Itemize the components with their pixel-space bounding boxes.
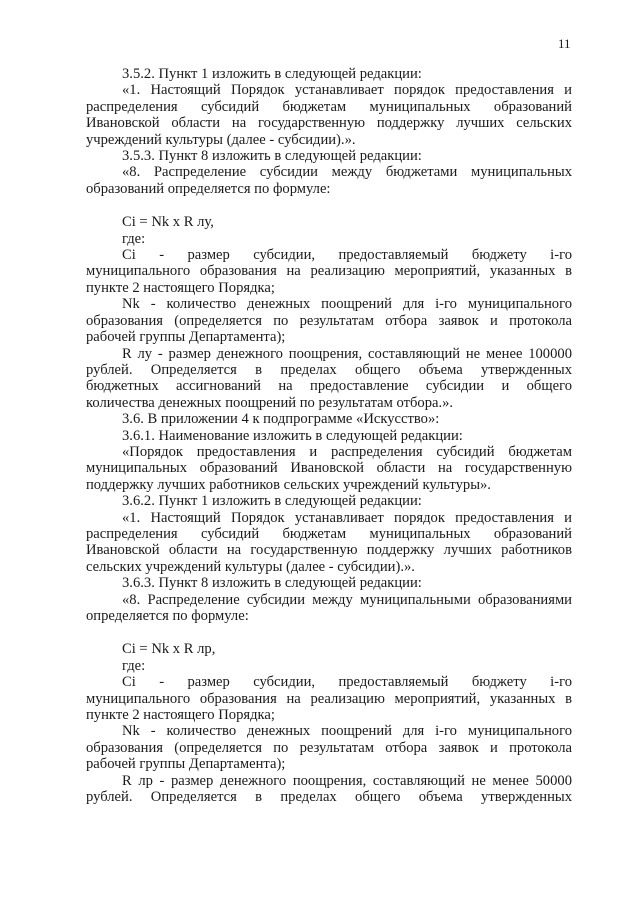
text-line: поддержку лучших работников сельских учреждений культуры». (86, 476, 491, 493)
text-line: 3.5.3. Пункт 8 изложить в следующей редакции: (122, 148, 422, 165)
text-line: где: (122, 657, 146, 674)
text-line: рабочей группы Департамента); (86, 329, 286, 346)
text-line: распределения субсидий бюджетам муниципальных образований (86, 525, 572, 542)
text-line: муниципального образования на реализацию мероприятий, указанных в (86, 690, 572, 707)
text-line: муниципального образования на реализацию мероприятий, указанных в (86, 263, 572, 280)
text-line: Nk - количество денежных поощрений для i-го муниципального (122, 723, 572, 740)
text-line: Nk - количество денежных поощрений для i-го муниципального (122, 296, 572, 313)
text-line: учреждений культуры (далее - субсидии).». (86, 131, 356, 148)
text-line: «1. Настоящий Порядок устанавливает порядок предоставления и (122, 82, 572, 99)
document-body (86, 66, 572, 805)
page-number: 11 (558, 36, 571, 51)
text-line: рублей. Определяется в пределах общего объема утвержденных (86, 361, 572, 378)
text-line: количества денежных поощрений по результатам отбора.». (86, 394, 454, 411)
text-line: «8. Распределение субсидии между бюджетами муниципальных (122, 164, 572, 181)
text-line: пункте 2 настоящего Порядка; (86, 279, 275, 296)
text-line: Ивановской области на государственную поддержку лучших сельских (86, 115, 572, 132)
text-line: где: (122, 230, 146, 247)
text-line: образования (определяется по результатам отбора заявок и протокола (86, 312, 572, 329)
text-line: 3.6.2. Пункт 1 изложить в следующей редакции: (122, 493, 422, 510)
text-line: Ci - размер субсидии, предоставляемый бюджету i-го (122, 247, 572, 264)
text-line: 3.5.2. Пункт 1 изложить в следующей редакции: (122, 66, 422, 82)
text-line: R лр - размер денежного поощрения, составляющий не менее 50000 (122, 772, 572, 789)
text-line: распределения субсидий бюджетам муниципальных образований (86, 98, 572, 115)
text-line: Ci = Nk x R лу, (122, 214, 214, 231)
text-line: пункте 2 настоящего Порядка; (86, 707, 275, 724)
text-line: бюджетных ассигнований на предоставление субсидии и общего (86, 378, 572, 395)
text-line: образования (определяется по результатам отбора заявок и протокола (86, 739, 572, 756)
text-line: «Порядок предоставления и распределения субсидий бюджетам (122, 443, 572, 460)
blank-line (86, 624, 572, 641)
text-line: образований определяется по формуле: (86, 180, 331, 197)
text-line: определяется по формуле: (86, 608, 249, 624)
text-line: 3.6.1. Наименование изложить в следующей редакции: (122, 427, 463, 444)
blank-line (86, 197, 572, 214)
text-line: сельских учреждений культуры (далее - субсидии).». (86, 558, 415, 575)
text-line: Ci - размер субсидии, предоставляемый бюджету i-го (122, 674, 572, 691)
text-line: R лу - размер денежного поощрения, составляющий не менее 100000 (122, 345, 572, 362)
text-line: Ci = Nk x R лр, (122, 641, 216, 658)
text-line: рублей. Определяется в пределах общего объема утвержденных (86, 789, 572, 806)
text-line: муниципальных образований Ивановской области на государственную (86, 460, 572, 477)
text-line: «8. Распределение субсидии между муниципальными образованиями (122, 591, 572, 608)
text-line: Ивановской области на государственную поддержку лучших работников (86, 542, 572, 559)
text-line: «1. Настоящий Порядок устанавливает порядок предоставления и (122, 509, 572, 526)
text-line: рабочей группы Департамента); (86, 756, 286, 773)
text-line: 3.6.3. Пункт 8 изложить в следующей редакции: (122, 575, 422, 592)
text-line: 3.6. В приложении 4 к подпрограмме «Искусство»: (122, 411, 440, 428)
